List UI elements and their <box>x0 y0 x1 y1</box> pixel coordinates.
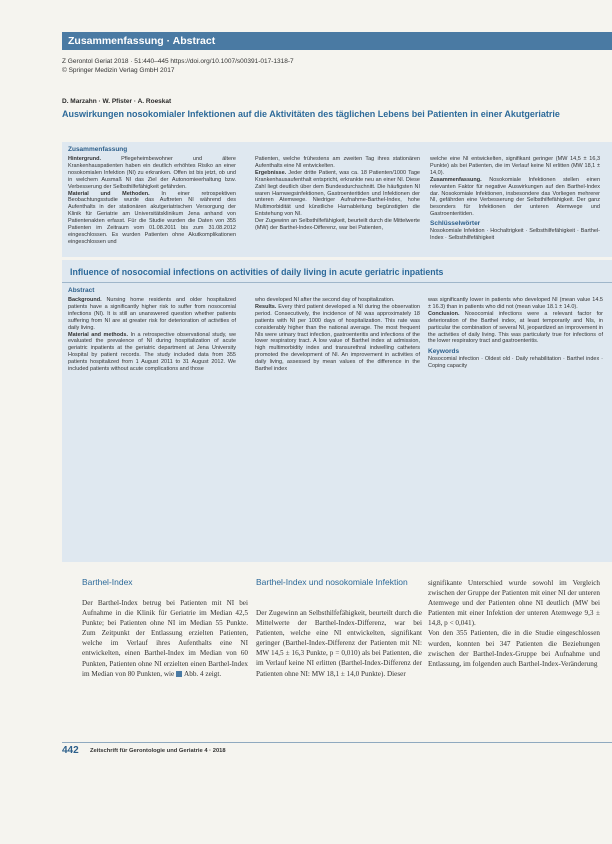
body-col2 <box>256 608 422 679</box>
figure-marker-icon <box>176 671 182 677</box>
en-col3-text-2: Nosocomial infections were a relevant factor for deterioration of the Barthel index, at least temporarily and NIs, in particular the combination of several NI, jeopardized an improvement in the activities of daily living. This was particularly true for infections of the lower respiratory tract and gastroenteritis. <box>428 310 603 345</box>
en-col2-text-2: Every third patient developed a NI during the observation period. Consecutively, the incidence of NI was approximately 18 patients with NI per 1000 days of hospitalization. This rate was considerably higher than the national average. The most frequent NIs were urinary tract infection, gastroenteritis and infections of the lower respiratory tract. A low value of Barthel index at admission, high multimorbidity index and transurethral indwelling catheters promoted the development of NI. An improvement in activities of daily living, assessed by mean values of the difference in the Barthel index <box>255 303 420 373</box>
en-col2-label-2: Results. <box>255 303 277 310</box>
de-col2-label-2: Ergebnisse. <box>255 169 287 176</box>
body-col3-text2: Von den 355 Patienten, die in die Studie eingeschlossen wurden, konnten bei 347 Patienten die Beziehungen zwischen der Barthel-Index-Gruppe bei Aufnahme und Entlassung, im folgenden auch Barthel-Index-Veränderung <box>428 629 600 668</box>
german-abstract-col2 <box>255 156 420 232</box>
en-col1-text-2: In a retrospective observational study, we evaluated the prevalence of NI during hospitalization of acute geriatric inpatients at the geriatric department at Jena University Hospital by patient records. The study included data from 355 patients hospitalized from 1 August 2011 to 31 August 2012. We included patients without acute complications and those <box>68 331 237 373</box>
de-col3-text-1: welche eine NI entwickelten, signifikant geringer (MW 14,5 ± 16,3 Punkte) als bei Patienten, die im Verlauf keine NI erlitten (MW 18,1 ± 14,0). <box>430 156 600 176</box>
body-col1-figref: Abb. 4 zeigt. <box>184 669 222 678</box>
german-abstract-col3 <box>430 156 600 242</box>
body-col3 <box>428 578 600 669</box>
de-col2-text-2: Jeder dritte Patient, was ca. 18 Patienten/1000 Tage Krankenhausaufenthalt entspricht, erkrankte neu an einer NI. Diese Zahl liegt deutlich über dem Bundesdurchschnitt. Die häufigsten NI waren Harnwegsinfektionen, Gastroenteritiden und Infektionen der unteren Atemwege. Niedriger Aufnahme-Barthel-Index, hohe Multimorbidität und künstliche Harnableitung begünstigten die Entstehung von NI. <box>255 169 420 218</box>
de-col1-label-1: Hintergrund. <box>68 156 101 162</box>
de-col1-label-2: Material und Methoden. <box>68 190 150 197</box>
body-col3-text: signifikante Unterschied wurde sowohl im Vergleich zwischen der Gruppe der Patienten mit einer NI der unteren Atemwege und der Patienten ohne NI deutlich (MW bei Patienten mit einer Infektion der unteren Atemwege 9,3 ± 14,8, p < 0,041). <box>428 579 600 628</box>
german-abstract-box <box>62 142 612 257</box>
english-abstract-col3 <box>428 297 603 370</box>
body-col1-text: Der Barthel-Index betrug bei Patienten mit NI bei Aufnahme in die Klinik für Geriatrie im Median 42,5 Punkte; bei Patienten ohne NI im Median 55 Punkte. Zum Zeitpunkt der Entlassung erzielten Patienten, welche im Verlauf ihres Aufenthalts eine NI entwickelten, einen Barthel-Index im Median von 60 Punkten, Patienten ohne NI erzielten einen Barthel-Index im Median von 80 Punkten, wie <box>82 599 248 678</box>
body-col1 <box>82 598 248 679</box>
divider <box>62 282 612 283</box>
de-keywords: Nosokomiale Infektion · Hochaltrigkeit · Selbsthilfefähigkeit · Barthel-Index · Selbsthilfefähigkeit <box>430 228 600 241</box>
en-col3-label-2: Conclusion. <box>428 310 460 317</box>
english-abstract-col1 <box>68 297 236 373</box>
authors: D. Marzahn · W. Pfister · A. Roeskat <box>62 98 172 105</box>
english-abstract-col2 <box>255 297 420 373</box>
en-col2-text-1: who developed NI after the second day of hospitalization. <box>255 297 395 303</box>
page-number: 442 <box>62 745 79 756</box>
en-col1-text-1: Nursing home residents and older hospitalized patients have a significantly higher risk to suffer from nosocomial infections (NI). It is still an unanswered question whether patients suffering from NI are at greater risk for deterioration of activities of daily living. <box>68 297 236 331</box>
journal-name: Zeitschrift für Gerontologie und Geriatrie 4 · 2018 <box>90 748 226 754</box>
en-col1-label-1: Background. <box>68 297 102 303</box>
title-german: Auswirkungen nosokomialer Infektionen auf die Aktivitäten des täglichen Lebens bei Patienten in einer Akutgeriatrie <box>62 109 560 119</box>
de-col2-text-3: Der Zugewinn an Selbsthilfefähigkeit, beurteilt durch die Mittelwerte (MW) der Barthel-Index-Differenz, war bei Patienten, <box>255 218 420 232</box>
body-heading-barthel-infection: Barthel-Index und nosokomiale Infektion <box>256 577 408 587</box>
de-col1-text-2: In einer retrospektiven Beobachtungsstudie wurde das Auftreten NI während des Aufenthalts in der stationären akutgeriatrischen Versorgung der Klinik für Geriatrie am Universitätsklinikum Jena anhand von Patientenakten erfasst. Für die Studie wurden die Daten von 355 Patienten im Zeitraum vom 01.08.2011 bis zum 31.08.2012 eingeschlossen. Es wurden Patienten ohne Akutkomplikationen eingeschlossen und <box>68 190 236 245</box>
en-keywords-label: Keywords <box>428 348 460 356</box>
footer-rule <box>62 742 612 743</box>
copyright-line: © Springer Medizin Verlag GmbH 2017 <box>62 67 175 74</box>
german-abstract-col1 <box>68 156 236 246</box>
body-col2-text: Der Zugewinn an Selbsthilfefähigkeit, beurteilt durch die Mittelwerte der Barthel-Index-Differenz, war bei Patienten, welche eine NI entwickelten, signifikant geringer (Barthel-Index-Differenz der Patienten mit NI: MW 14,5 ± 16,3 Punkte, p = 0,010) als bei Patienten, die im Verlauf keine NI erlitten (Barthel-Index-Differenz der Patienten ohne NI: MW 18,1 ± 14,0 Punkte). Dieser <box>256 609 422 678</box>
english-abstract-label: Abstract <box>68 287 95 294</box>
en-keywords: Nosocomial infection · Oldest old · Daily rehabilitation · Barthel index · Coping capacity <box>428 356 603 370</box>
de-col1-text-1: Pflegeheimbewohner und ältere Krankenhauspatienten haben ein deutlich erhöhtes Risiko an einer nosokomialen Infektion (NI) zu erkranken. Offen ist bis jetzt, ob und in welchem Ausmaß NI das Ziel der Autonomieerhaltung bzw. Verbesserung der Selbsthilfefähigkeit gefährden. <box>68 156 236 190</box>
de-keywords-label: Schlüsselwörter <box>430 220 481 228</box>
citation-line: Z Gerontol Geriat 2018 · 51:440–445 https://doi.org/10.1007/s00391-017-1318-7 <box>62 58 294 65</box>
en-col1-label-2: Material and methods. <box>68 331 128 338</box>
de-col3-label-2: Zusammenfassung. <box>430 176 482 183</box>
de-col3-text-2: Nosokomiale Infektionen stellen einen relevanten Faktor für negative Auswirkungen auf den Barthel-Index dar. Nosokomiale Infektionen, insbesondere das Vorliegen mehrerer NI, gefährden eine Verbesserung der Selbsthilfefähigkeit. Der ganz besonders für Infektionen der unteren Atemwege und Gastroenteritiden. <box>430 176 600 218</box>
de-col2-text-1: Patienten, welche frühestens am zweiten Tag ihres stationären Aufenthalts eine NI entwickelten. <box>255 156 420 169</box>
en-col3-text-1: was significantly lower in patients who developed NI (mean value 14.5 ± 16.3) than in patients who did not (mean value 18.1 ± 14.0). <box>428 297 603 310</box>
section-banner: Zusammenfassung · Abstract <box>62 32 612 50</box>
title-english: Influence of nosocomial infections on activities of daily living in acute geriatric inpatients <box>70 267 444 277</box>
body-heading-barthel-index: Barthel-Index <box>82 577 133 587</box>
german-abstract-label: Zusammenfassung <box>68 146 128 153</box>
